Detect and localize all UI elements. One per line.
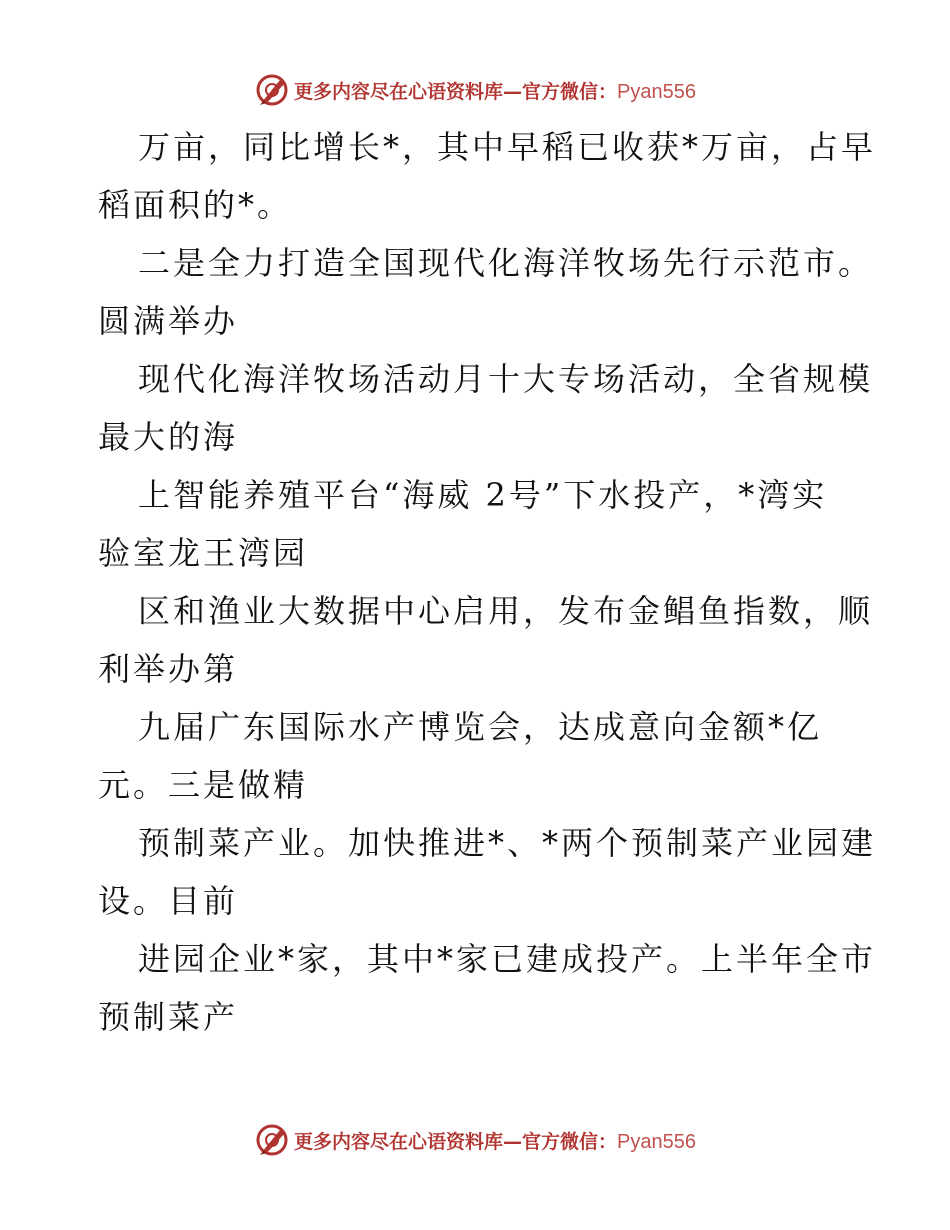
text-line: 九届广东国际水产博览会，达成意向金额*亿 bbox=[138, 708, 823, 746]
text-line: 二是全力打造全国现代化海洋牧场先行示范市。 bbox=[138, 244, 874, 282]
text-line: 设。目前 bbox=[98, 882, 239, 920]
text-line: 圆满举办 bbox=[98, 302, 239, 340]
text-line: 最大的海 bbox=[98, 418, 239, 456]
text-line: 预制菜产业。加快推进*、*两个预制菜产业园建 bbox=[138, 824, 877, 862]
text-line: 元。三是做精 bbox=[98, 766, 309, 804]
watermark-text: 更多内容尽在心语资料库—官方微信：Pyan556 bbox=[294, 80, 696, 103]
pen-logo-icon bbox=[254, 72, 290, 108]
text-line: 现代化海洋牧场活动月十大专场活动，全省规模 bbox=[138, 360, 874, 398]
text-line: 进园企业*家，其中*家已建成投产。上半年全市 bbox=[138, 940, 877, 978]
footer-watermark bbox=[0, 1120, 950, 1160]
text-line: 验室龙王湾园 bbox=[98, 534, 309, 572]
header-watermark bbox=[0, 70, 950, 110]
pen-logo-icon bbox=[254, 1122, 290, 1158]
text-line: 稻面积的*。 bbox=[98, 186, 293, 224]
text-line: 万亩，同比增长*，其中早稻已收获*万亩，占早 bbox=[138, 128, 877, 166]
document-body bbox=[98, 118, 877, 1046]
text-line: 区和渔业大数据中心启用，发布金鲳鱼指数，顺 bbox=[138, 592, 874, 630]
text-line: 预制菜产 bbox=[98, 998, 239, 1036]
text-line: 上智能养殖平台“海威 2号”下水投产，*湾实 bbox=[138, 476, 828, 514]
text-line: 利举办第 bbox=[98, 650, 239, 688]
watermark-text: 更多内容尽在心语资料库—官方微信：Pyan556 bbox=[294, 1130, 696, 1153]
